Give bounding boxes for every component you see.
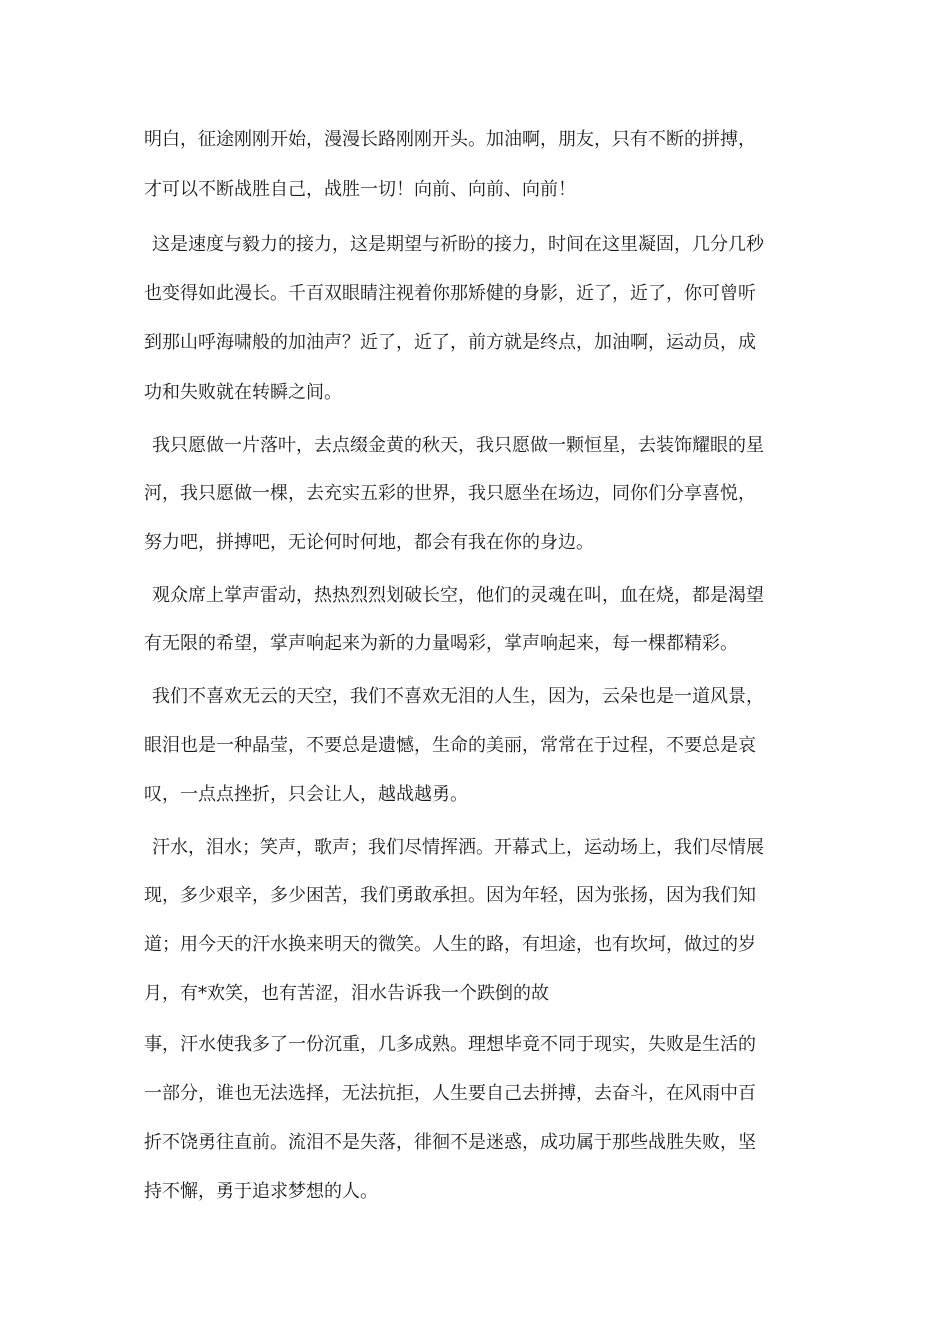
text-line: 叹，一点点挫折，只会让人，越战越勇。 [144, 784, 468, 805]
text-line: 事，汗水使我多了一份沉重，几多成熟。理想毕竟不同于现实，失败是生活的 [144, 1034, 756, 1055]
text-line: 折不饶勇往直前。流泪不是失落，徘徊不是迷惑，成功属于那些战胜失败，坚 [144, 1132, 756, 1153]
paragraph-first-line: 观众席上掌声雷动，热热烈烈划破长空，他们的灵魂在叫，血在烧，都是渴望 [152, 585, 764, 606]
paragraph-first-line: 汗水，泪水；笑声，歌声；我们尽情挥洒。开幕式上，运动场上，我们尽情展 [152, 837, 764, 858]
paragraph-first-line: 我们不喜欢无云的天空，我们不喜欢无泪的人生，因为，云朵也是一道风景， [152, 686, 764, 707]
text-line: 明白，征途刚刚开始，漫漫长路刚刚开头。加油啊，朋友，只有不断的拼搏， [144, 129, 756, 150]
text-line: 月，有*欢笑，也有苦涩，泪水告诉我一个跌倒的故 [144, 983, 549, 1004]
text-line: 也变得如此漫长。千百双眼睛注视着你那矫健的身影，近了，近了，你可曾听 [144, 283, 756, 304]
text-line: 持不懈，勇于追求梦想的人。 [144, 1181, 378, 1202]
paragraph-first-line: 我只愿做一片落叶，去点缀金黄的秋天，我只愿做一颗恒星，去装饰耀眼的星 [152, 435, 764, 456]
text-line: 道；用今天的汗水换来明天的微笑。人生的路，有坦途，也有坎坷，做过的岁 [144, 934, 756, 955]
paragraph-first-line: 这是速度与毅力的接力，这是期望与祈盼的接力，时间在这里凝固，几分几秒 [152, 234, 764, 255]
text-line: 现，多少艰辛，多少困苦，我们勇敢承担。因为年轻，因为张扬，因为我们知 [144, 885, 756, 906]
text-line: 才可以不断战胜自己，战胜一切！向前、向前、向前！ [144, 179, 576, 200]
text-line: 功和失败就在转瞬之间。 [144, 382, 342, 403]
text-line: 到那山呼海啸般的加油声？近了，近了，前方就是终点，加油啊，运动员，成 [144, 332, 756, 353]
text-line: 有无限的希望，掌声响起来为新的力量喝彩，掌声响起来，每一棵都精彩。 [144, 633, 738, 654]
text-line: 一部分，谁也无法选择，无法抗拒，人生要自己去拼搏，去奋斗，在风雨中百 [144, 1083, 756, 1104]
text-line: 眼泪也是一种晶莹，不要总是遗憾，生命的美丽，常常在于过程，不要总是哀 [144, 735, 756, 756]
text-line: 河，我只愿做一棵，去充实五彩的世界，我只愿坐在场边，同你们分享喜悦， [144, 483, 756, 504]
text-line: 努力吧，拼搏吧，无论何时何地，都会有我在你的身边。 [144, 532, 594, 553]
